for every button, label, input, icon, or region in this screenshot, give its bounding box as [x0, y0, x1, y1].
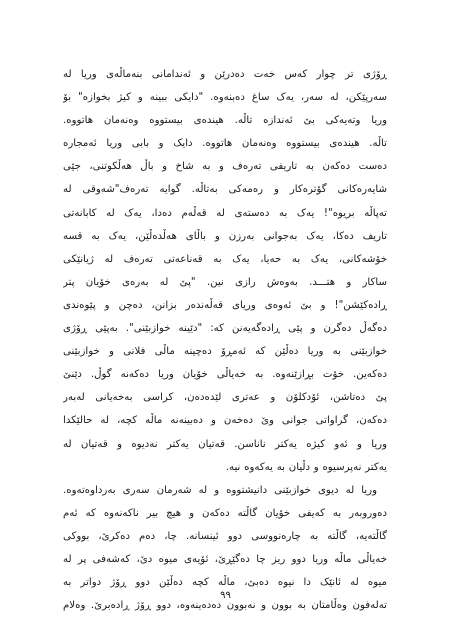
text-line: تاڵە. هیندەی بیستووە وەنەمان هاتووە. دایک و بابی وریا ئەمجارە: [63, 138, 387, 150]
text-line: پێ دەتاشن، ئۆدکلۆن و عەتری لێدەدەن، کراسی بەخەیانی لەبەر: [63, 392, 387, 404]
text-line: تەلەفون وەڵامتان بە بوون و نەبوون دەدەینەوە، دوو ڕۆژ ڕادەبرێ. وەلام: [63, 600, 387, 612]
text-line: وریا و ئەو کیژە یەکتر ناناسن. قەتیان یەکتر نەدیوە و قەتیان لە: [63, 438, 387, 450]
text-line: خەیاڵی ماڵە وریا دوو ریز چا دەگێڕێ، ئۆیەی میوە دێ، کەشەفی پر لە: [63, 553, 387, 565]
text-line: ڕۆژی تر چوار کەس خەت دەدرێن و ئەندامانی بنەماڵەی وریا لە: [63, 69, 387, 80]
text-line: دەگەڵ دەگرن و پێی ڕادەگەیەنن کە: "دێینە خوازبێنی". بەپێی ڕۆژی: [63, 323, 387, 335]
text-line: ڕادەکێشن"! و بێ ئەوەی وریای قەڵەندەر بزانن، دەچن و پێوەندی: [63, 299, 387, 311]
text-line: تەپاڵە بریوە"! یەک بە دەستەی لە قەڵەم دەدا، یەک لە کابانەتی: [63, 207, 387, 219]
text-line: تاریف دەکا، یەک بەجوانی بەرزن و باڵای هەڵدەڵێن، یەک بە قسە: [63, 230, 387, 242]
body-text: [63, 63, 387, 617]
text-line: دەکەین. خۆت بڕازێنەوە. بە خەیاڵی خۆیان وریا دەکەنە گوڵ. دێنێ: [63, 369, 387, 381]
text-line: ساکار و هتـــد. بەوەش رازی نین. "پێ لە بەرەی خۆیان پتر: [63, 276, 387, 288]
text-line: سەرپێکن، لە سەر، یەک ساغ دەبنەوە. "دایکی ببینە و کیژ بخوازە" بۆ: [63, 92, 387, 104]
text-line: دەکەن، گراواتی جوانی وێ دەخەن و دەبینەنە ماڵە کچە، لە حالێکدا: [63, 415, 387, 427]
paragraph-start-line: وریا لە دیوی خوازبێنی دانیشتووە و لە شەرمان سەری بەرداوەتەوە.: [63, 484, 377, 496]
text-line: شایەرەکانی گۆترەکار و رەمەکی بەتاڵە. گوایە تەرەف"شەوقی لە: [63, 184, 387, 196]
paragraph-end-line: یەکتر نەپرسیوە و دڵیان بە یەکەوە نیە.: [225, 461, 387, 473]
text-line: وریا وتەیەکی بێ ئەندازە تاڵە. هیندەی بیستووە وەنەمان هاتووە.: [63, 115, 387, 127]
page-number: ٩٩: [220, 590, 231, 601]
text-line: دەوروبەر بە کەیفی خۆیان گاڵتە دەکەن و هیچ بیر ناکەنەوە کە ئەم: [63, 507, 387, 519]
text-line: خوازبێنی بە وریا دەڵێن کە ئەمڕۆ دەچینە ماڵی فلانی و خوازبێنی: [63, 346, 387, 358]
text-line: گاڵتەیە، گاڵتە بە چارەنووسی دوو ئینسانە. چا، دەم دەکرێ، بووکی: [63, 530, 387, 542]
text-line: میوە لە ئانێک دا نیوە دەبێ، ماڵە کچە دەڵێن دوو ڕۆژ دواتر بە: [63, 577, 387, 589]
text-line: دەست دەکەن بە تاریفی تەرەف و بە شاخ و باڵ هەڵکوتنی، جێی: [63, 161, 387, 173]
text-line: خۆشەکانی، یەک بە حەیا، یەک بە قەناعەتی تەرەف لە ژیانێکی: [63, 253, 387, 265]
